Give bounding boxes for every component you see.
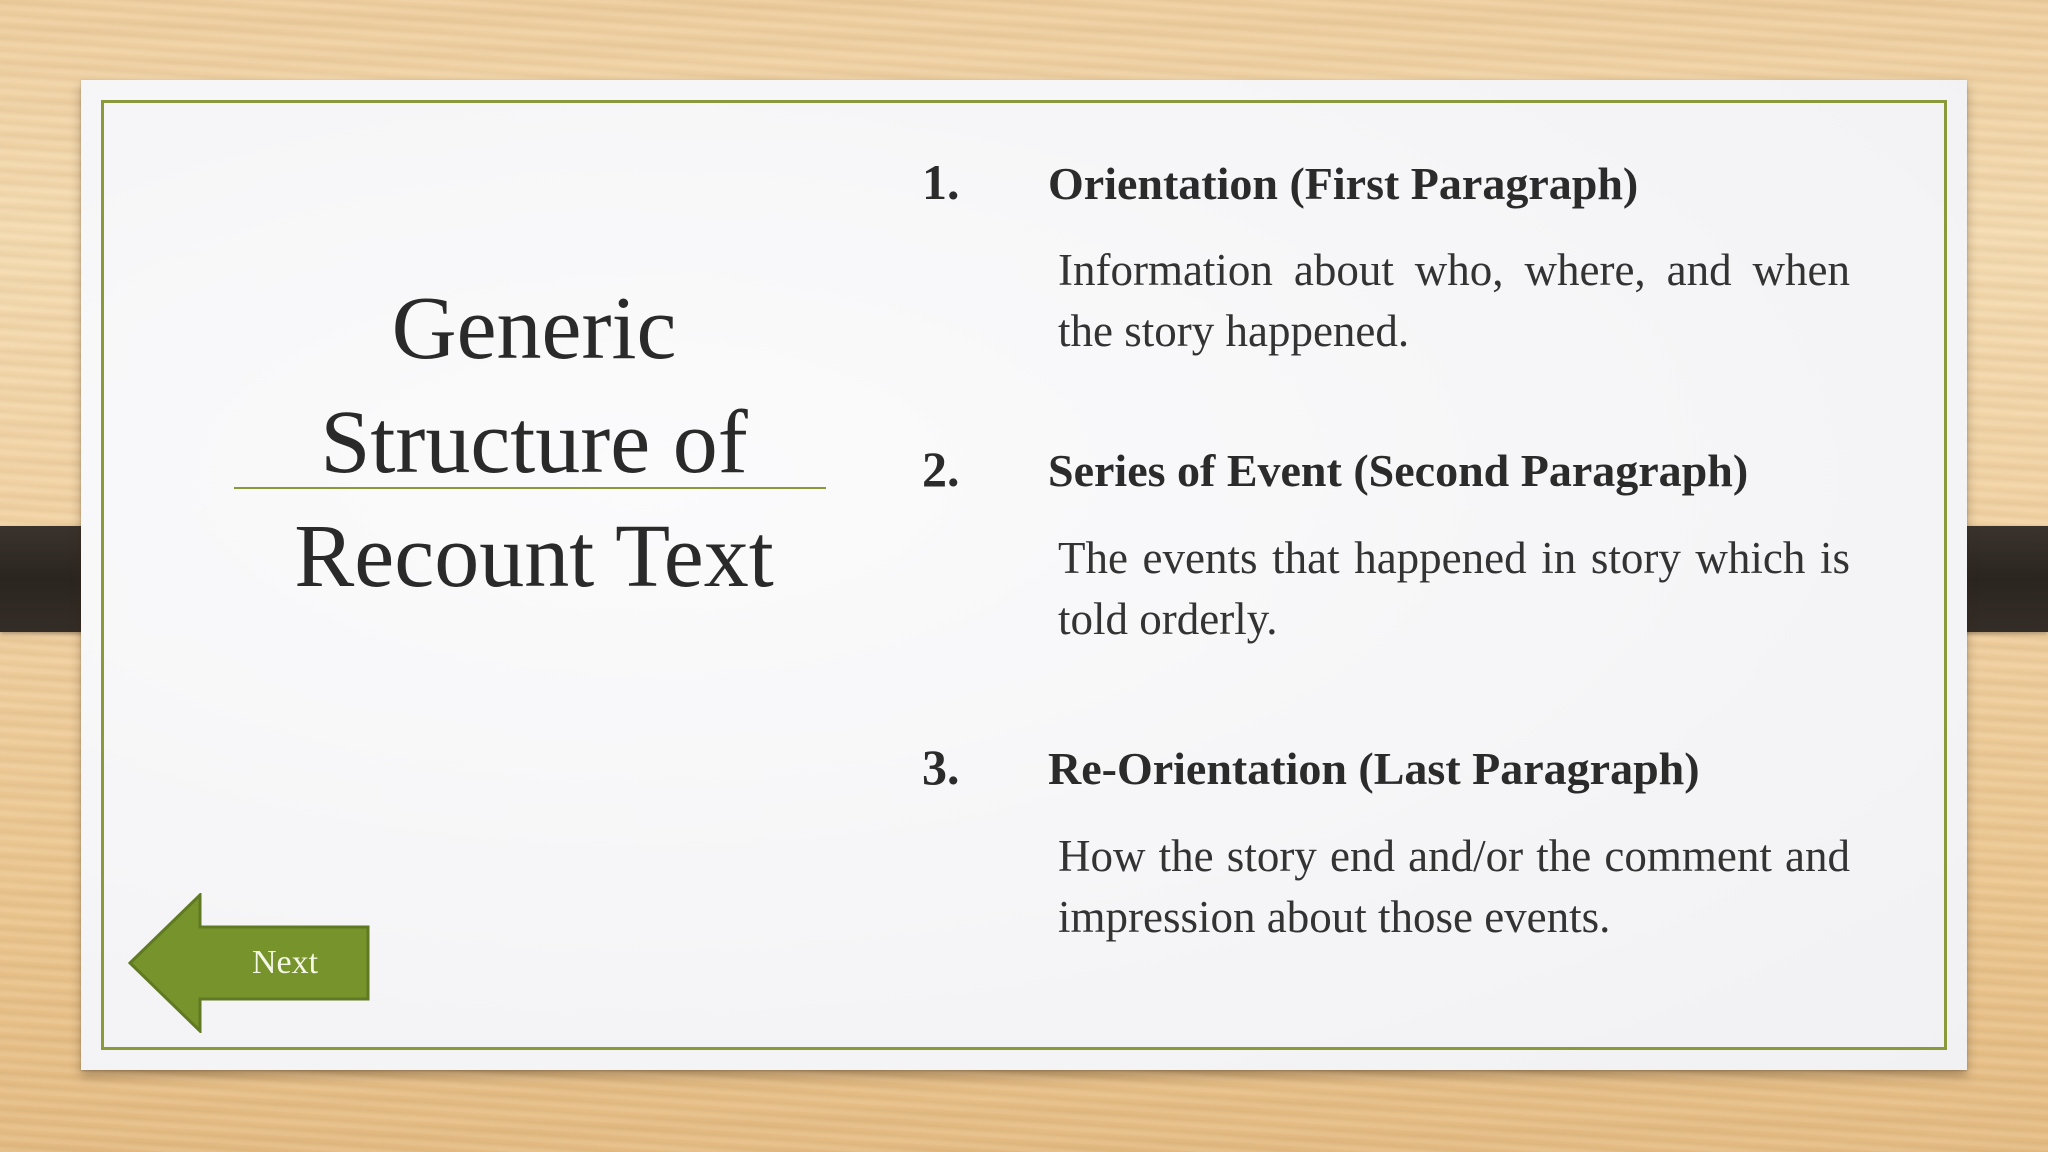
item-number: 1.	[922, 154, 960, 210]
next-button-label: Next	[251, 944, 319, 981]
item-number: 3.	[922, 739, 960, 795]
next-button[interactable]	[128, 893, 370, 1033]
title-line-2: Structure of	[320, 393, 748, 492]
item-number: 2.	[922, 441, 960, 497]
item-heading: Orientation (First Paragraph)	[1048, 158, 1639, 209]
title-underline	[234, 487, 826, 489]
slide-title	[154, 272, 914, 614]
item-body: How the story end and/or the comment and impression about those events.	[1058, 831, 1850, 942]
item-body: Information about who, where, and when the story happened.	[1058, 245, 1850, 356]
item-body: The events that happened in story which is told orderly.	[1058, 533, 1850, 644]
title-line-3: Recount Text	[294, 507, 774, 606]
item-heading: Re-Orientation (Last Paragraph)	[1048, 743, 1700, 794]
title-line-1: Generic	[391, 279, 677, 378]
item-heading: Series of Event (Second Paragraph)	[1048, 445, 1749, 496]
